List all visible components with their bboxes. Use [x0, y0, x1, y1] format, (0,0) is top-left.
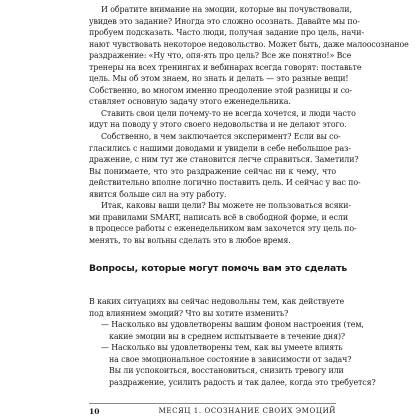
text-line: В каких ситуациях вы сейчас недовольны тем, как действуете — [89, 297, 345, 306]
text-line: пробуем подсказать. Часто люди, получая задание про цель, начи- — [89, 28, 365, 38]
text-line: увидев это задание? Иногда это сложно осознать. Давайте мы по- — [89, 16, 360, 26]
body-text-bottom — [89, 296, 376, 388]
list-item-continuation: раздражение, усилить радость и так далее, когда это требуется? — [109, 377, 376, 387]
list-item: — Насколько вы удовлетворены вашим фоном настроения (тем, — [101, 320, 364, 330]
text-line: в процессе работы с еженедельником вам захочется эту цель по- — [89, 224, 357, 234]
text-line: цель. Мы об этом знаем, но знать и делать — это разные вещи! — [89, 74, 349, 84]
text-line: ми правилами SMART, написать всё в свободной форме, и если — [89, 212, 348, 222]
text-line: гласились с нашими доводами и увидели в себе небольшое раз- — [89, 143, 351, 153]
page-number: 10 — [89, 407, 100, 416]
text-line: Вы понимаете, что это раздражение сейчас ни к чему, что — [89, 166, 336, 176]
text-line: менять, то вы вольны сделать это в любое время. — [89, 235, 291, 245]
text-line: Собственно, в чем заключается эксперимент? Если вы со- — [101, 132, 341, 142]
footer-divider — [89, 403, 336, 404]
running-head: МЕСЯЦ 1. ОСОЗНАНИЕ СВОИХ ЭМОЦИЙ — [158, 407, 336, 415]
text-line: ставляет основную задачу этого еженедельника. — [89, 97, 291, 107]
text-line: Ставить свои цели почему-то не всегда хочется, и люди часто — [101, 108, 356, 118]
list-item-continuation: Вы ли успокоиться, восстановиться, снизить тревогу или — [109, 366, 344, 376]
list-item-continuation: на свое эмоциональное состояние в зависимости от задач? — [109, 354, 352, 364]
text-line: Итак, каковы ваши цели? Вы можете не пользоваться всяки- — [101, 201, 352, 211]
text-line: явится больше сил на эту работу. — [89, 189, 227, 199]
text-line: идут на поводу у этого своего недовольства и не делают этого. — [89, 120, 347, 130]
list-item-continuation: какие эмоции вы в среднем испытываете в течение дня)? — [109, 331, 346, 341]
list-item: — Насколько вы удовлетворены тем, как вы умеете влиять — [101, 343, 343, 353]
text-line: И обратите внимание на эмоции, которые вы почувствовали, — [101, 5, 352, 14]
text-line: нают чувствовать некоторое недовольство. Может быть, даже малоосознаное — [89, 39, 409, 49]
text-line: Собственно, во многом именно преодоление этой разницы и со- — [89, 85, 353, 95]
section-heading: Вопросы, которые могут помочь вам это сделать — [89, 263, 348, 274]
text-line: тренеры на всех тренингах и вебинарах всегда говорят: поставьте — [89, 62, 362, 72]
text-line: под влиянием эмоций? Что вы хотите изменить? — [89, 308, 289, 318]
body-text-top — [89, 4, 409, 246]
text-line: действительно вполне логично поставить цель. И сейчас у вас по- — [89, 178, 361, 188]
text-line: дражение, с ним тут же становится легче справиться. Заметили? — [89, 155, 359, 165]
text-line: раздражение: «Ну что, опя-ять про цель? Все же понятно!» Все — [89, 51, 352, 61]
